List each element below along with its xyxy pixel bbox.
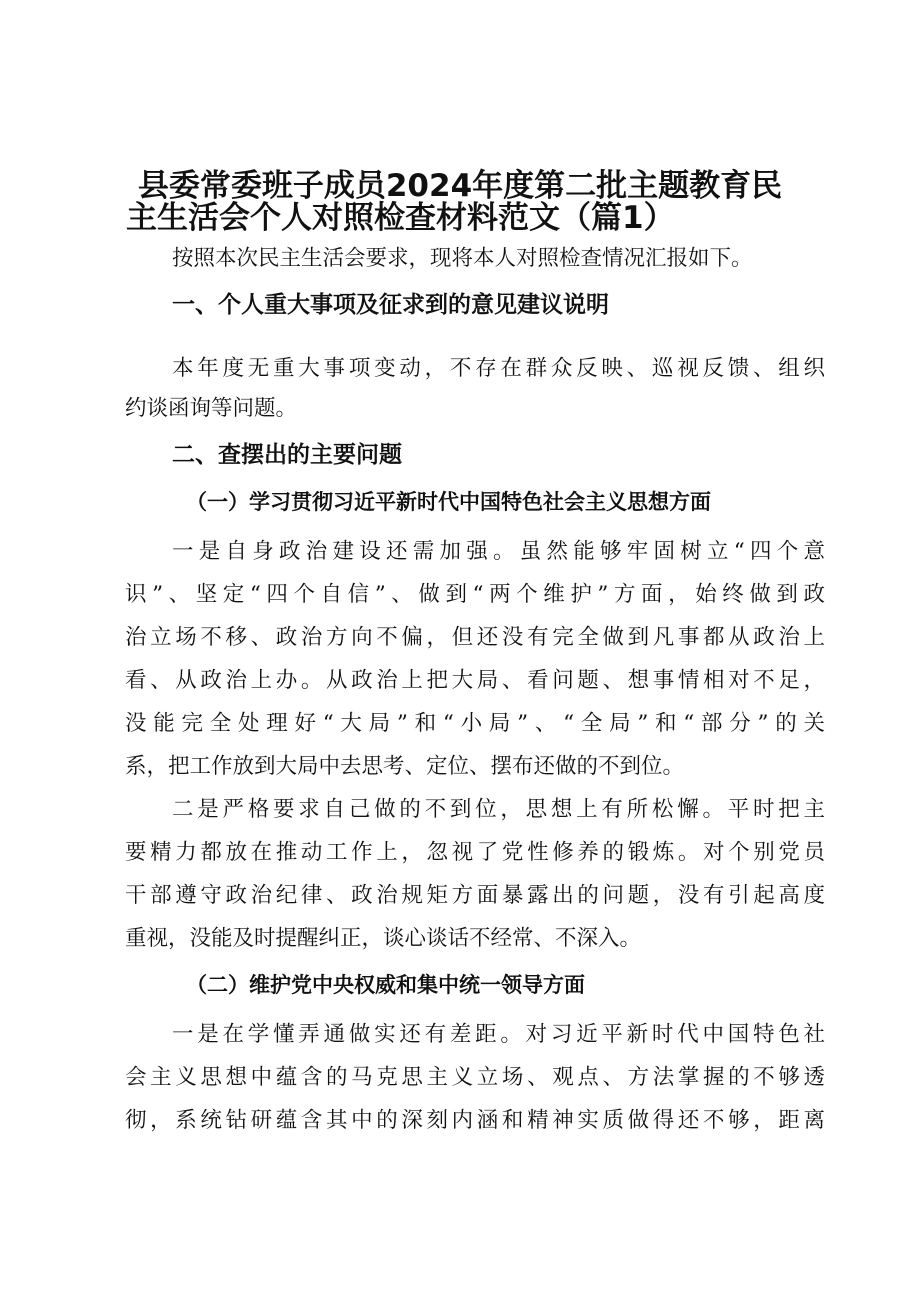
paragraph-line: 识”、坚定“四个自信”、做到“两个维护”方面，始终做到政 bbox=[125, 582, 825, 607]
paragraph-line: 一是自身政治建设还需加强。虽然能够牢固树立“四个意 bbox=[172, 539, 825, 564]
subsection-2-heading: （二）维护党中央权威和集中统一领导方面 bbox=[186, 972, 585, 997]
section-1-heading: 一、个人重大事项及征求到的意见建议说明 bbox=[172, 292, 609, 318]
paragraph-line: 二是严格要求自己做的不到位，思想上有所松懈。平时把主 bbox=[172, 797, 825, 822]
paragraph-line: 会主义思想中蕴含的马克思主义立场、观点、方法掌握的不够透 bbox=[125, 1065, 825, 1090]
subsection-1-heading: （一）学习贯彻习近平新时代中国特色社会主义思想方面 bbox=[186, 489, 711, 514]
paragraph-line: 一是在学懂弄通做实还有差距。对习近平新时代中国特色社 bbox=[172, 1022, 825, 1047]
intro-paragraph: 按照本次民主生活会要求，现将本人对照检查情况汇报如下。 bbox=[172, 246, 753, 271]
paragraph-line: 要精力都放在推动工作上，忽视了党性修养的锻炼。对个别党员 bbox=[125, 840, 825, 865]
document-title-line-2: 主生活会个人对照检查材料范文（篇1） bbox=[126, 200, 675, 236]
paragraph-line: 干部遵守政治纪律、政治规矩方面暴露出的问题，没有引起高度 bbox=[125, 883, 825, 908]
paragraph-line: 没能完全处理好“大局”和“小局”、“全局”和“部分”的关 bbox=[125, 711, 825, 736]
paragraph-line: 本年度无重大事项变动，不存在群众反映、巡视反馈、组织 bbox=[172, 356, 825, 381]
paragraph-line: 约谈函询等问题。 bbox=[125, 396, 298, 421]
document-title-line-1: 县委常委班子成员2024年度第二批主题教育民 bbox=[137, 168, 783, 204]
section-2-heading: 二、查摆出的主要问题 bbox=[172, 442, 402, 468]
paragraph-line: 彻，系统钻研蕴含其中的深刻内涵和精神实质做得还不够，距离 bbox=[125, 1108, 825, 1133]
paragraph-line: 看、从政治上办。从政治上把大局、看问题、想事情相对不足， bbox=[125, 668, 825, 693]
paragraph-line: 系，把工作放到大局中去思考、定位、摆布还做的不到位。 bbox=[125, 754, 685, 779]
paragraph-line: 重视，没能及时提醒纠正，谈心谈话不经常、不深入。 bbox=[125, 926, 642, 951]
paragraph-line: 治立场不移、政治方向不偏，但还没有完全做到凡事都从政治上 bbox=[125, 625, 825, 650]
